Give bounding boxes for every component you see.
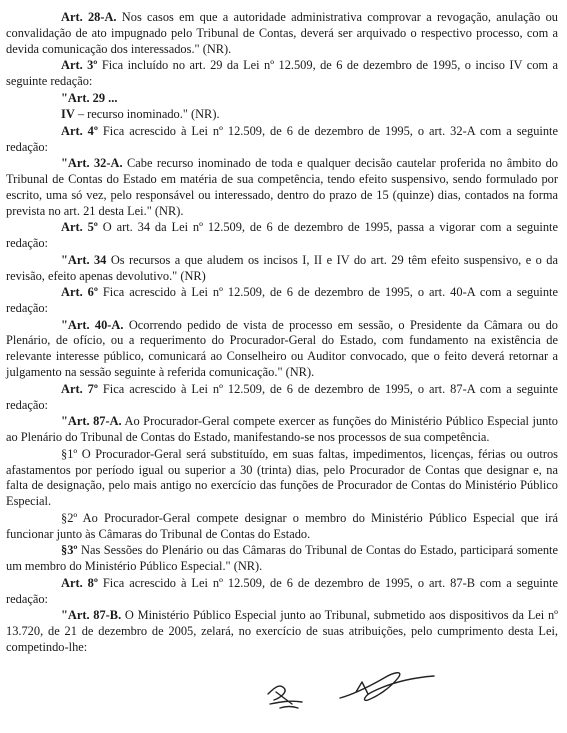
- signature-image: [258, 664, 448, 714]
- paragraph-inciso-iv: [6, 107, 558, 123]
- paragraph-art-3: [6, 58, 558, 90]
- paragraph-art-8: [6, 576, 558, 608]
- paragraph-text: – recurso inominado." (NR).: [74, 107, 220, 122]
- paragraph-section-1: [6, 447, 558, 511]
- paragraph-section-2: [6, 511, 558, 543]
- paragraph-art-40a: [6, 318, 558, 382]
- article-heading: Art. 28-A.: [61, 10, 117, 24]
- section-heading: §3º: [61, 543, 78, 558]
- paragraph-text: Fica acrescido à Lei nº 12.509, de 6 de dezembro de 1995, o art. 32-A com a seguinte redação:: [6, 123, 558, 154]
- paragraph-text: Fica incluído no art. 29 da Lei nº 12.509, de 6 de dezembro de 1995, o inciso IV com a seguinte redação:: [6, 58, 558, 89]
- paragraph-text: Fica acrescido à Lei nº 12.509, de 6 de dezembro de 1995, o art. 87-A com a seguinte redação:: [6, 381, 558, 412]
- paragraph-text: Os recursos a que aludem os incisos I, II e IV do art. 29 têm efeito suspensivo, e o da revisão, efeito apenas devolutivo." (NR): [6, 252, 558, 283]
- paragraph-section-3: [6, 543, 558, 575]
- inciso-heading: IV: [61, 107, 75, 122]
- section-heading: §1º: [61, 446, 78, 461]
- paragraph-art-29: [6, 91, 558, 107]
- paragraph-text: O Ministério Público Especial junto ao Tribunal, submetido aos dispositivos da Lei nº 13.720, de 21 de dezembro de 2005, zelará, no exercício de suas atribuições, pelo cumprimento desta Lei, competindo-lhe:: [6, 608, 558, 654]
- article-heading: "Art. 32-A.: [61, 156, 123, 171]
- paragraph-text: Nas Sessões do Plenário ou das Câmaras do Tribunal de Contas do Estado, participará somente um membro do Ministério Público Especial." (NR).: [6, 543, 558, 574]
- article-heading: Art. 5º: [61, 220, 98, 235]
- paragraph-text: Ao Procurador-Geral compete designar o membro do Ministério Público Especial que irá funcionar junto às Câmaras do Tribunal de Contas do Estado.: [6, 510, 558, 541]
- paragraph-art-5: [6, 220, 558, 252]
- paragraph-text: Ocorrendo pedido de vista de processo em sessão, o Presidente da Câmara ou do Plenário, de ofício, ou a requerimento do Procurador-Geral do Estado, com fundamento na existência de relevante interesse público, comunicará ao Conselheiro ou Auditor convocado, que o feito deverá retornar a julgamento na sessão seguinte à referida comunicação." (NR).: [6, 317, 558, 380]
- paragraph-art-87a: [6, 414, 558, 446]
- paragraph-art-4: [6, 124, 558, 156]
- section-heading: §2º: [61, 510, 78, 525]
- article-heading: Art. 4º: [61, 123, 98, 138]
- signature-stroke: [340, 673, 434, 701]
- article-heading: "Art. 40-A.: [61, 317, 124, 332]
- initials-mark: [268, 686, 302, 708]
- article-heading: "Art. 87-A.: [61, 414, 122, 429]
- paragraph-text: Fica acrescido à Lei nº 12.509, de 6 de dezembro de 1995, o art. 87-B com a seguinte redação:: [6, 575, 558, 606]
- paragraph-text: Fica acrescido à Lei nº 12.509, de 6 de dezembro de 1995, o art. 40-A com a seguinte redação:: [6, 285, 558, 316]
- article-heading: "Art. 29 ...: [61, 90, 118, 105]
- article-heading: "Art. 34: [61, 252, 107, 267]
- paragraph-art-34: [6, 253, 558, 285]
- paragraph-text: O Procurador-Geral será substituído, em suas faltas, impedimentos, licenças, férias ou outros afastamentos por período igual ou superior a 30 (trinta) dias, pelo Procurador de Contas que designar e, na falta de designação, pelo mais antigo no exercício das funções de Procurador de Contas do Ministério Público Especial.: [6, 446, 558, 509]
- article-heading: "Art. 87-B.: [61, 608, 122, 623]
- paragraph-text: Ao Procurador-Geral compete exercer as funções do Ministério Público Especial junto ao Plenário do Tribunal de Contas do Estado, manifestando-se nos processos de sua competência.: [6, 414, 558, 445]
- paragraph-art-32a: [6, 156, 558, 220]
- article-heading: Art. 7º: [61, 381, 98, 396]
- article-heading: Art. 3º: [61, 58, 98, 73]
- document-body: [6, 10, 558, 656]
- paragraph-text: Nos casos em que a autoridade administrativa comprovar a revogação, anulação ou convalidação de ato impugnado pelo Tribunal de Contas, deverá ser arquivado o respectivo processo, com a devida comunicação dos interessados." (NR).: [6, 10, 558, 56]
- paragraph-art-6: [6, 285, 558, 317]
- paragraph-art-87b: [6, 608, 558, 656]
- paragraph-text: Cabe recurso inominado de toda e qualquer decisão cautelar proferida no âmbito do Tribunal de Contas do Estado em matéria de sua competência, tendo efeito suspensivo, sendo formulado por escrito, uma só vez, pelo responsável ou interessado, dentro do prazo de 15 (quinze) dias, contados na forma prevista no art. 21 desta Lei." (NR).: [6, 156, 558, 218]
- paragraph-art-28a: [6, 10, 558, 58]
- paragraph-art-7: [6, 382, 558, 414]
- article-heading: Art. 6º: [61, 285, 98, 300]
- article-heading: Art. 8º: [61, 575, 98, 590]
- paragraph-text: O art. 34 da Lei nº 12.509, de 6 de dezembro de 1995, passa a vigorar com a seguinte redação:: [6, 220, 558, 251]
